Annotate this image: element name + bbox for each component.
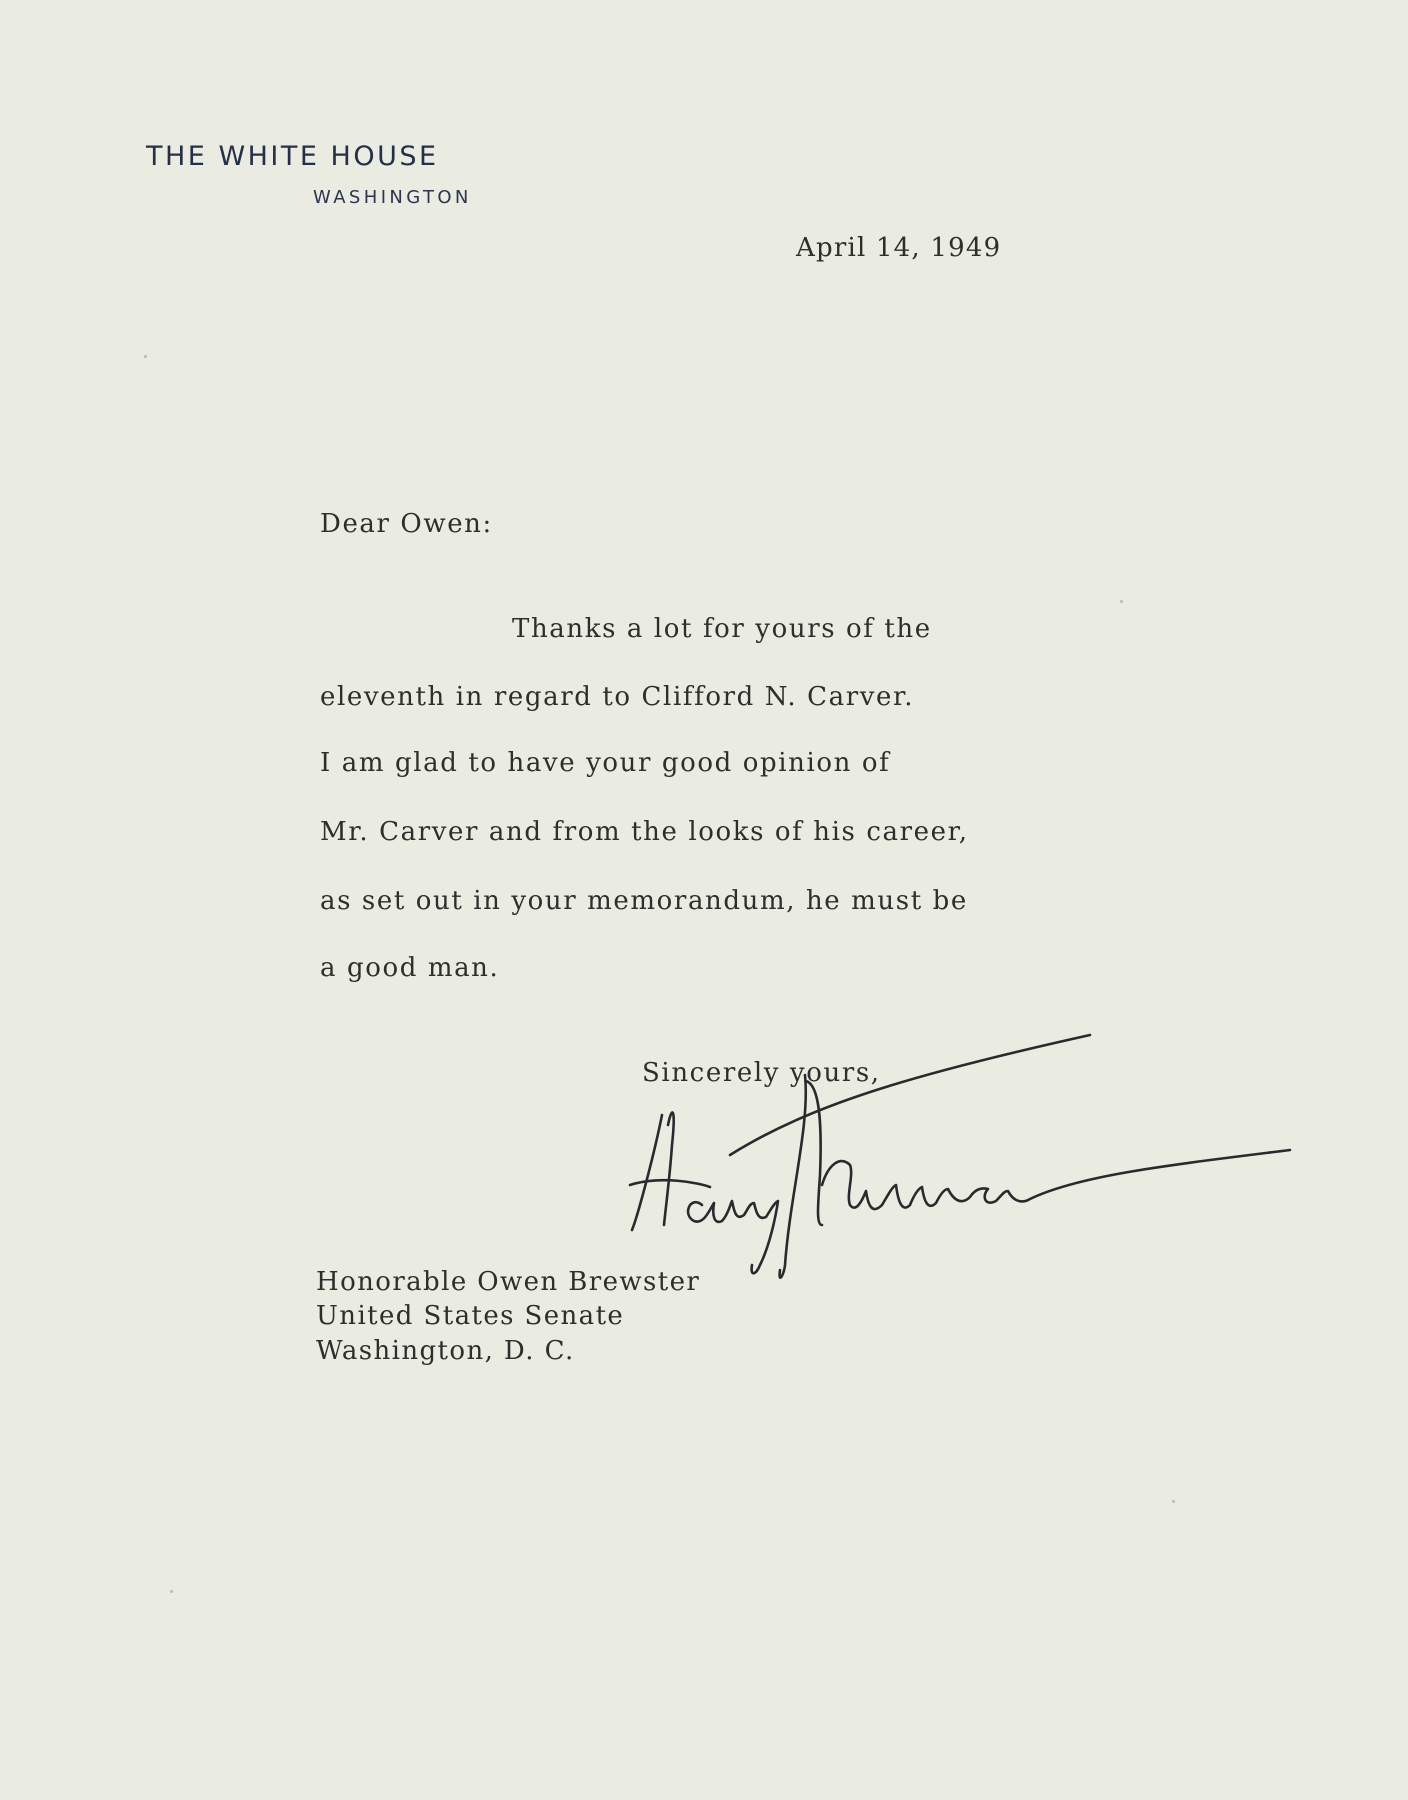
recipient-organization: United States Senate bbox=[316, 1301, 625, 1331]
body-line: I am glad to have your good opinion of bbox=[320, 748, 891, 778]
letter-date: April 14, 1949 bbox=[796, 233, 1002, 263]
body-line: Mr. Carver and from the looks of his career, bbox=[320, 817, 969, 847]
recipient-city: Washington, D. C. bbox=[316, 1336, 575, 1366]
paper-speck bbox=[1120, 600, 1123, 603]
salutation: Dear Owen: bbox=[320, 509, 493, 539]
paper-speck bbox=[144, 355, 147, 358]
letterhead-title: THE WHITE HOUSE bbox=[146, 141, 439, 172]
paper-speck bbox=[1172, 1500, 1175, 1503]
body-line: eleventh in regard to Clifford N. Carver. bbox=[320, 682, 915, 712]
paper-speck bbox=[170, 1590, 173, 1593]
handwritten-signature bbox=[610, 1015, 1310, 1295]
letterhead-location: WASHINGTON bbox=[313, 187, 472, 208]
recipient-name: Honorable Owen Brewster bbox=[316, 1267, 701, 1297]
body-line: a good man. bbox=[320, 953, 500, 983]
closing: Sincerely yours, bbox=[642, 1058, 881, 1088]
body-line: as set out in your memorandum, he must be bbox=[320, 886, 968, 916]
body-line: Thanks a lot for yours of the bbox=[512, 614, 932, 644]
